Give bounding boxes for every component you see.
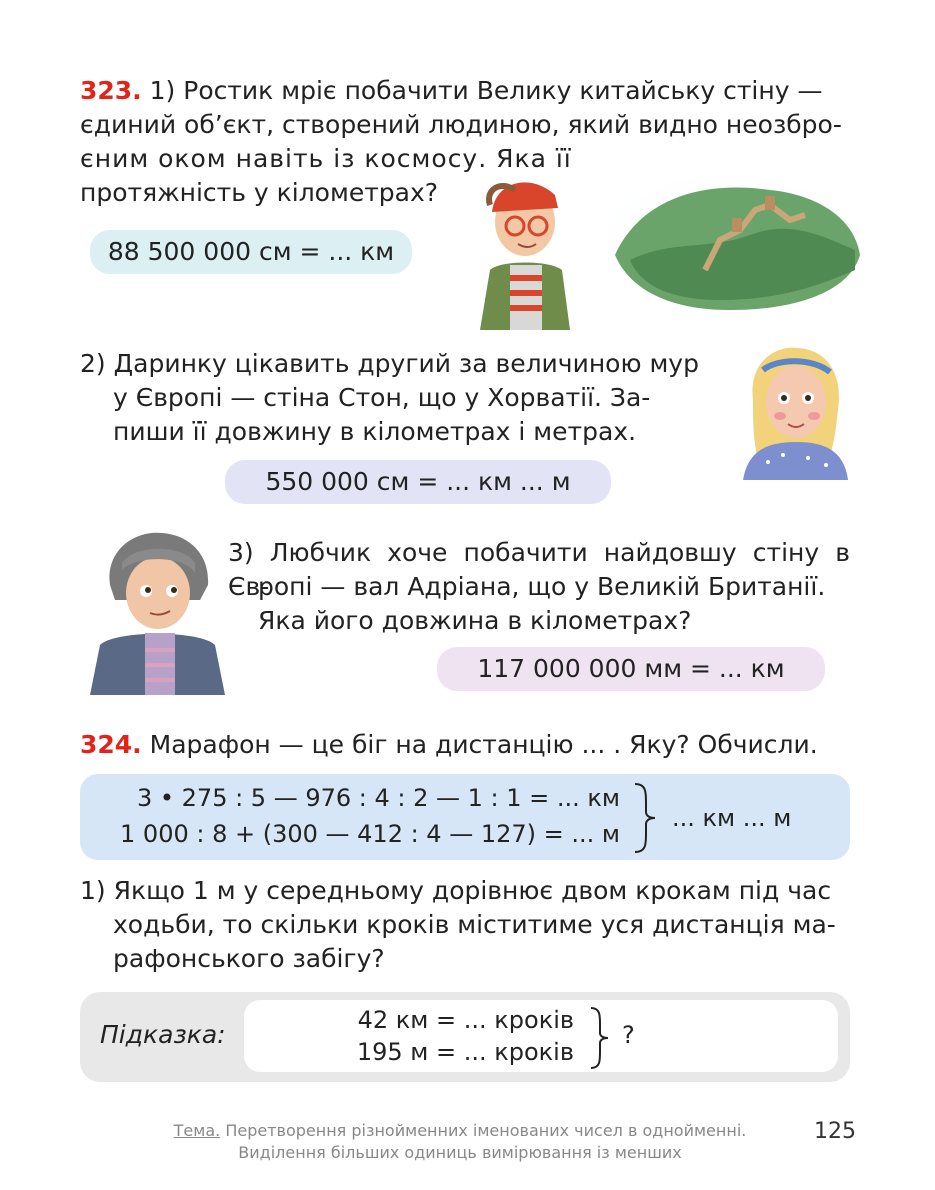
task-323-text1: 1) Ростик мріє побачити Велику китайську стіну — [149, 76, 823, 105]
task-323-p3-line2: ропі — вал Адріана, що у Великій Британії. [258, 572, 826, 601]
task-number-324: 324. [80, 730, 142, 759]
girl-illustration [738, 340, 848, 480]
expression-2: 1 000 : 8 + (300 — 412 : 4 — 127) = ... м [120, 820, 620, 848]
footer-topic-line2: Виділення більших одиниць вимірювання із менших [238, 1143, 682, 1162]
footer-topic-line1 [150, 1120, 770, 1142]
task-323-line1 [80, 74, 850, 108]
task-324-q-line1: 1) Якщо 1 м у середньому дорівнює двом крокам під час [80, 876, 832, 905]
footer-topic-label: Тема. [173, 1121, 221, 1140]
formula-pill-3: 117 000 000 мм = ... км [437, 647, 825, 691]
task-323-p2-line1: 2) Даринку цікавить другий за величиною мур [80, 349, 699, 378]
boy-great-wall-illustration [470, 160, 870, 330]
task-323-line2: єдиний об’єкт, створений людиною, який видно неозбро- [80, 110, 842, 139]
expression-result: ... км ... м [672, 804, 792, 832]
task-323-line3: єним оком навіть із космосу. Яка її [80, 144, 572, 173]
hint-brace-icon [588, 1006, 610, 1070]
formula-pill-1: 88 500 000 см = ... км [90, 230, 412, 274]
page-number: 125 [814, 1119, 856, 1144]
hint-label: Підказка: [100, 1020, 226, 1049]
hint-result: ? [622, 1021, 635, 1049]
task-323-p2-line3: пиши її довжину в кілометрах і метрах. [113, 417, 637, 446]
task-323-p3-line3: Яка його довжина в кілометрах? [258, 606, 692, 635]
hint-line-1: 42 км = ... кроків [357, 1006, 574, 1034]
task-323-p3-line1: 3) Любчик хоче побачити найдовшу стіну в Єв- [228, 538, 850, 601]
task-323-p2-line2: у Європі — стіна Стон, що у Хорватії. За- [113, 383, 651, 412]
hint-line-2: 195 м = ... кроків [356, 1038, 574, 1066]
task-324-intro-text: Марафон — це біг на дистанцію ... . Яку? Обчисли. [149, 730, 818, 759]
task-323-line4: протяжність у кілометрах? [80, 178, 439, 207]
task-324-intro [80, 728, 850, 762]
boy-with-scarf-illustration [90, 525, 225, 695]
footer-topic-text: Перетворення різнойменних іменованих чисел в однойменні. [225, 1121, 747, 1140]
formula-pill-2: 550 000 см = ... км ... м [225, 460, 611, 504]
task-number-323: 323. [80, 76, 142, 105]
right-brace-icon [632, 782, 658, 854]
expression-1: 3 • 275 : 5 — 976 : 4 : 2 — 1 : 1 = ... км [136, 784, 620, 812]
task-324-q-line2: ходьби, то скільки кроків міститиме уся дистанція ма- [113, 910, 836, 939]
task-324-q-line3: рафонського забігу? [113, 944, 385, 973]
